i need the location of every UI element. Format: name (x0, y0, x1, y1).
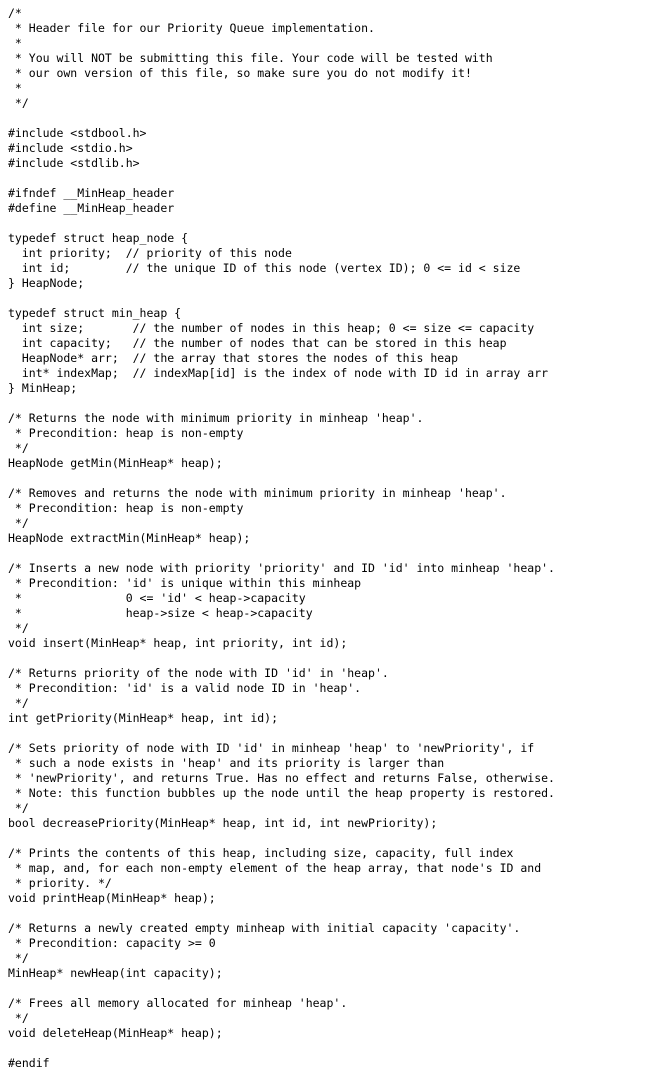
code-line: * Precondition: 'id' is a valid node ID in 'heap'. (8, 681, 362, 695)
code-line: /* Returns the node with minimum priority in minheap 'heap'. (8, 411, 424, 425)
code-line (8, 171, 555, 186)
code-line (8, 981, 555, 996)
code-line: * our own version of this file, so make sure you do not modify it! (8, 66, 472, 80)
code-line (8, 831, 555, 846)
code-line: void deleteHeap(MinHeap* heap); (8, 1026, 223, 1040)
code-view (8, 6, 555, 1071)
code-line: * Header file for our Priority Queue implementation. (8, 21, 375, 35)
code-line: int id; // the unique ID of this node (vertex ID); 0 <= id < size (8, 261, 521, 275)
code-line: int* indexMap; // indexMap[id] is the index of node with ID id in array arr (8, 366, 549, 380)
code-line (8, 726, 555, 741)
code-line (8, 111, 555, 126)
code-line: int getPriority(MinHeap* heap, int id); (8, 711, 279, 725)
code-line: #include <stdio.h> (8, 141, 133, 155)
code-line (8, 396, 555, 411)
code-line: * such a node exists in 'heap' and its priority is larger than (8, 756, 445, 770)
code-line: #include <stdlib.h> (8, 156, 140, 170)
code-line: * Precondition: 'id' is unique within this minheap (8, 576, 362, 590)
code-line: * Note: this function bubbles up the node until the heap property is restored. (8, 786, 555, 800)
code-line: */ (8, 801, 29, 815)
code-line: /* Returns priority of the node with ID 'id' in 'heap'. (8, 666, 389, 680)
code-line: * You will NOT be submitting this file. Your code will be tested with (8, 51, 493, 65)
code-line: typedef struct min_heap { (8, 306, 182, 320)
code-line: #include <stdbool.h> (8, 126, 147, 140)
code-line: HeapNode* arr; // the array that stores the nodes of this heap (8, 351, 459, 365)
code-line: } MinHeap; (8, 381, 78, 395)
code-line: int capacity; // the number of nodes that can be stored in this heap (8, 336, 507, 350)
code-line: * priority. */ (8, 876, 112, 890)
code-line: /* Returns a newly created empty minheap with initial capacity 'capacity'. (8, 921, 521, 935)
code-line: void insert(MinHeap* heap, int priority, int id); (8, 636, 348, 650)
code-line: * 'newPriority', and returns True. Has no effect and returns False, otherwise. (8, 771, 555, 785)
code-line: #endif (8, 1056, 50, 1070)
code-line: * (8, 81, 22, 95)
code-line: */ (8, 516, 29, 530)
code-line: void printHeap(MinHeap* heap); (8, 891, 216, 905)
code-line: /* Prints the contents of this heap, including size, capacity, full index (8, 846, 514, 860)
code-line: */ (8, 696, 29, 710)
code-line (8, 216, 555, 231)
code-line (8, 291, 555, 306)
code-line: HeapNode extractMin(MinHeap* heap); (8, 531, 251, 545)
code-line: int size; // the number of nodes in this heap; 0 <= size <= capacity (8, 321, 535, 335)
code-line: */ (8, 1011, 29, 1025)
code-line: MinHeap* newHeap(int capacity); (8, 966, 223, 980)
code-line: */ (8, 96, 29, 110)
code-line: } HeapNode; (8, 276, 85, 290)
code-line: * map, and, for each non-empty element of the heap array, that node's ID and (8, 861, 542, 875)
code-line (8, 1041, 555, 1056)
code-line: /* Sets priority of node with ID 'id' in minheap 'heap' to 'newPriority', if (8, 741, 535, 755)
code-line: * 0 <= 'id' < heap->capacity (8, 591, 306, 605)
code-line: bool decreasePriority(MinHeap* heap, int id, int newPriority); (8, 816, 438, 830)
code-line: #ifndef __MinHeap_header (8, 186, 175, 200)
code-line: * Precondition: heap is non-empty (8, 426, 244, 440)
code-line: typedef struct heap_node { (8, 231, 189, 245)
code-line (8, 651, 555, 666)
code-line: * (8, 36, 22, 50)
code-line: */ (8, 951, 29, 965)
code-line: */ (8, 441, 29, 455)
code-line: /* Frees all memory allocated for minheap 'heap'. (8, 996, 348, 1010)
code-line: /* Inserts a new node with priority 'priority' and ID 'id' into minheap 'heap'. (8, 561, 555, 575)
code-line: HeapNode getMin(MinHeap* heap); (8, 456, 223, 470)
code-line (8, 906, 555, 921)
code-line (8, 471, 555, 486)
code-line: * Precondition: heap is non-empty (8, 501, 244, 515)
code-line: /* Removes and returns the node with minimum priority in minheap 'heap'. (8, 486, 507, 500)
code-line (8, 546, 555, 561)
code-line: * Precondition: capacity >= 0 (8, 936, 216, 950)
code-line: */ (8, 621, 29, 635)
code-line: int priority; // priority of this node (8, 246, 292, 260)
code-line: #define __MinHeap_header (8, 201, 175, 215)
code-line: /* (8, 6, 22, 20)
code-line: * heap->size < heap->capacity (8, 606, 313, 620)
